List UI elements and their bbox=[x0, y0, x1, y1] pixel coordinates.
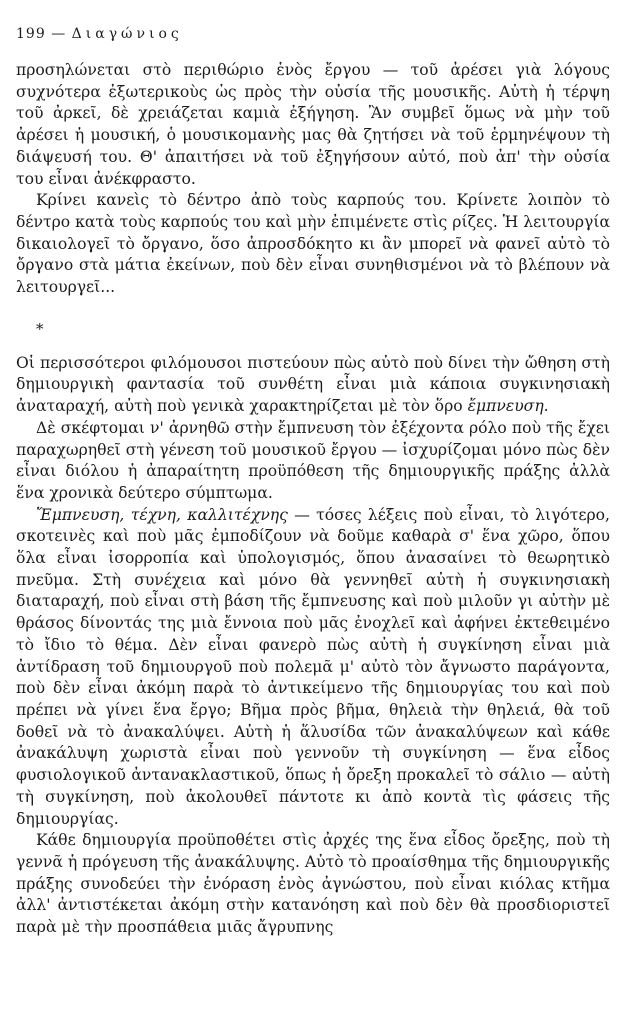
running-head bbox=[16, 24, 610, 44]
paragraph-1: προσηλώνεται στὸ περιθώριο ἑνὸς ἔργου — τοῦ ἀρέσει γιὰ λόγους συχνότερα ἐξωτερικοὺς ὡς πρὸς τὴν οὐσία τῆς μουσικῆς. Αὐτὴ ἡ τέρψη τοῦ ἀρκεῖ, δὲ χρειάζεται καμιὰ ἐξήγηση. Ἂν συμβεῖ ὅμως νὰ μὴν τοῦ ἀρέσει ἡ μουσική, ὁ μουσικομανὴς μας θὰ ζητήσει νὰ τοῦ ἑρμηνέψουν τὴ διάψευσή του. Θ' ἀπαιτήσει νὰ τοῦ ἐξηγήσουν αὐτό, ποὺ ἀπ' τὴν οὐσία του εἶναι ἀνέκφραστο. bbox=[16, 61, 610, 188]
paragraph-3 bbox=[16, 353, 610, 418]
paragraph-3-emphasis: ἔμπνευση. bbox=[467, 397, 549, 416]
body-text bbox=[16, 60, 610, 939]
book-page bbox=[16, 24, 610, 939]
paragraph-4: Δὲ σκέφτομαι ν' ἀρνηθῶ στὴν ἔμπνευση τὸν ἐξέχοντα ρόλο ποὺ τῆς ἔχει παραχωρηθεῖ στὴ γένεση τοῦ μουσικοῦ ἔργου — ἰσχυρίζομαι μόνο πὼς δὲν εἶναι διόλου ἡ ἀπαραίτητη προϋπόθεση τῆς δημιουργικῆς πράξης ἀλλὰ ἕνα χρονικὰ δεύτερο σύμπτωμα. bbox=[16, 418, 610, 502]
paragraph-2: Κρίνει κανεὶς τὸ δέντρο ἀπὸ τοὺς καρπούς του. Κρίνετε λοιπὸν τὸ δέντρο κατὰ τοὺς καρπούς του καὶ μὴν ἐπιμένετε στὶς ρίζες. Ἡ λειτουργία δικαιολογεῖ τὸ ὄργανο, ὅσο ἀπροσδόκητο κι ἂν μπορεῖ νὰ φανεῖ αὐτὸ τὸ ὄργανο στὰ μάτια ἐκείνων, ποὺ δὲν εἶναι συνηθισμένοι νὰ τὸ βλέπουν νὰ λειτουργεῖ... bbox=[16, 191, 610, 297]
page-number: 199 bbox=[16, 26, 46, 42]
paragraph-3-text: Οἱ περισσότεροι φιλόμουσοι πιστεύουν πὼς αὐτὸ ποὺ δίνει τὴν ὤθηση στὴ δημιουργικὴ φαντασία τοῦ συνθέτη εἶναι μιὰ κάποια συγκινησιακὴ ἀναταραχή, αὐτὴ ποὺ γενικὰ χαρακτηρίζεται μὲ τὸν ὅρο bbox=[16, 353, 610, 416]
header-dash: — bbox=[51, 26, 67, 42]
paragraph-5-emphasis: Ἔμπνευση, τέχνη, καλλιτέχνης bbox=[36, 505, 288, 524]
paragraph-5 bbox=[16, 505, 610, 831]
paragraph-5-text: — τόσες λέξεις ποὺ εἶναι, τὸ λιγότερο, σκοτεινὲς καὶ ποὺ μᾶς ἐμποδίζουν νὰ δοῦμε καθαρὰ σ' ἕνα χῶρο, ὅπου ὅλα εἶναι ἰσορροπία καὶ ὑπολογισμός, ὅπου ἀνασαίνει τὸ θεωρητικὸ πνεῦμα. Στὴ συνέχεια καὶ μόνο θὰ γεννηθεῖ αὐτὴ ἡ συγκινησιακὴ διαταραχή, ποὺ εἶναι στὴ βάση τῆς ἔμπνευσης καὶ ποὺ μιλοῦν γι αὐτὴν μὲ θράσος δίνοντάς της μιὰ ἔννοια ποὺ μᾶς ἐνοχλεῖ καὶ ἀφήνει ἐκτεθειμένο τὸ ἴδιο τὸ θέμα. Δὲν εἶναι φανερὸ πὼς αὐτὴ ἡ συγκίνηση εἶναι μιὰ ἀντίδραση τοῦ δημιουργοῦ ποὺ πολεμᾶ μ' αὐτὸ τὸν ἄγνωστο παράγοντα, ποὺ δὲν εἶναι ἀκόμη παρὰ τὸ ἀντικείμενο τῆς δημιουργίας του καὶ ποὺ πρέπει νὰ γίνει ἕνα ἔργο; Βῆμα πρὸς βῆμα, θηλειὰ τὴν θηλειά, θὰ τοῦ δοθεῖ νὰ τὸ ἀνακαλύψει. Αὐτὴ ἡ ἅλυσίδα τῶν ἀνακαλύψεων καὶ κάθε ἀνακάλυψη χωριστὰ εἶναι ποὺ γεννοῦν τὴ συγκίνηση — ἕνα εἶδος φυσιολογικοῦ ἀντανακλαστικοῦ, ὅπως ἡ ὄρεξη προκαλεῖ τὸ σάλιο — αὐτὴ τὴ συγκίνηση, ποὺ ἀκολουθεῖ πάντοτε κι ἀπὸ κοντὰ τὶς φάσεις τῆς δημιουργίας. bbox=[16, 505, 610, 828]
paragraph-6: Κάθε δημιουργία προϋποθέτει στὶς ἀρχές της ἕνα εἶδος ὄρεξης, ποὺ τὴ γεννᾶ ἡ πρόγευση τῆς ἀνακάλυψης. Αὐτὸ τὸ προαίσθημα τῆς δημιουργικῆς πράξης συνοδεύει τὴν ἐνόραση ἑνὸς ἀγνώστου, ποὺ εἶναι κιόλας κτῆμα ἀλλ' ἀντιστέκεται ἀκόμη στὴν κατανόηση καὶ ποὺ δὲν θὰ προσδιοριστεῖ παρὰ μὲ τὴν προσπάθεια μιᾶς ἄγρυπνης bbox=[16, 831, 610, 937]
section-asterism: * bbox=[36, 319, 44, 338]
running-title: Διαγώνιος bbox=[71, 26, 183, 42]
